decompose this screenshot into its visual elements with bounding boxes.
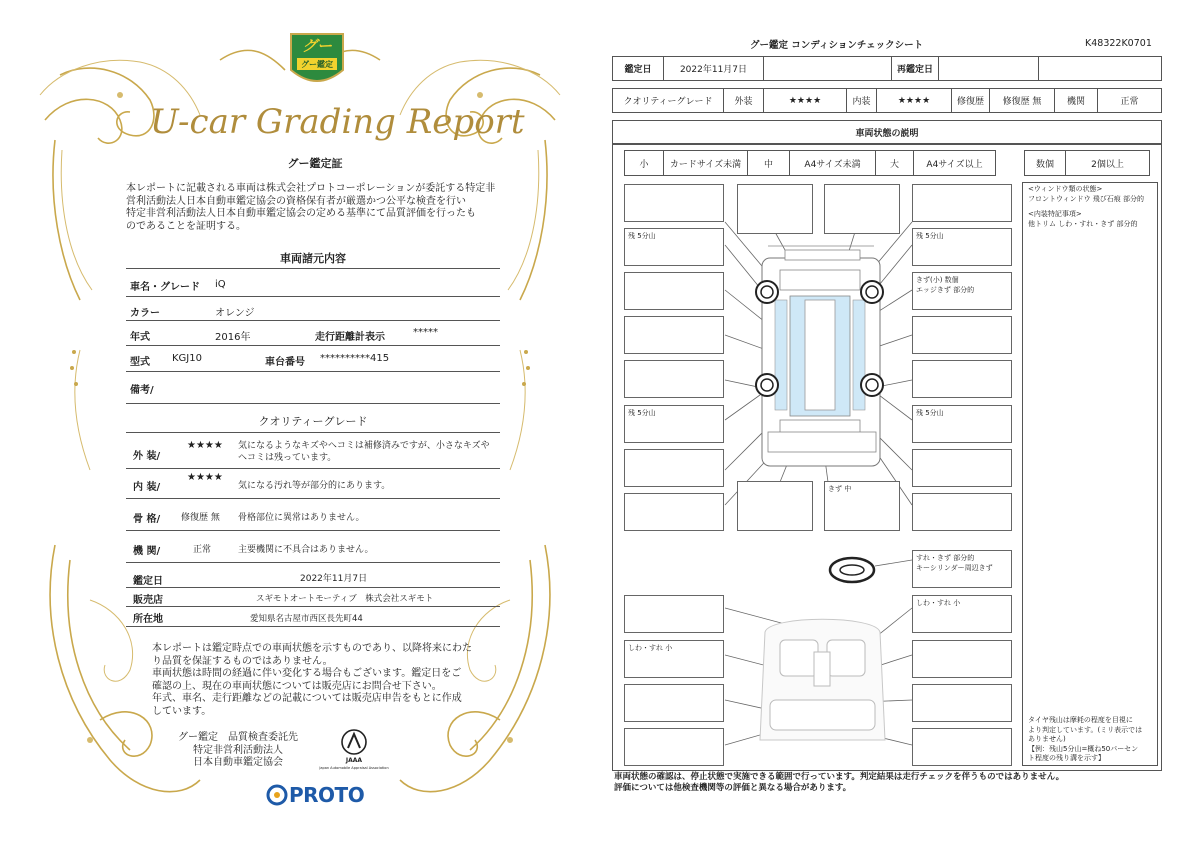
note-box-tire-rear-right: [912, 405, 1012, 443]
jaaa-sub: Japan Automobile Appraisal Association: [319, 766, 389, 770]
note-box: [912, 640, 1012, 678]
divider: [126, 530, 500, 531]
proto-logo-text: PROTO: [289, 783, 365, 807]
divider: [126, 371, 500, 372]
disclaimer-paragraph: [152, 643, 492, 718]
date-value: 2022年11月7日: [300, 574, 368, 584]
size-large-desc: A4サイズ以上: [913, 151, 995, 175]
note-box: [624, 449, 724, 487]
remarks-label: 備考/: [130, 385, 154, 396]
date-value: 2022年11月7日: [663, 57, 763, 80]
color-value: オレンジ: [215, 308, 255, 319]
repair-label: 修復歴: [951, 89, 989, 112]
sheet-footer: [614, 772, 1194, 794]
note-box-steering: [912, 550, 1012, 588]
committee-line: 日本自動車鑑定協会: [193, 757, 283, 768]
intro-line: 特定非営利活動法人日本自動車鑑定協会の定める基準にて品質評価を行ったも: [126, 208, 476, 219]
note-box: [624, 728, 724, 766]
intro-line: 本レポートに記載される車両は株式会社プロトコーポレーションが委託する特定非: [126, 183, 496, 194]
divider: [126, 403, 500, 404]
divider: [126, 587, 500, 588]
interior-label: 内 装/: [133, 482, 161, 493]
footer-line: 評価については他検査機関等の評価と異なる場合があります。: [614, 783, 852, 793]
engine-label: 機 関/: [133, 546, 161, 557]
disclaimer-line: り品質を保証するものではありません。: [152, 655, 333, 667]
chassis-label: 車台番号: [265, 357, 305, 368]
mileage-value: *****: [413, 327, 438, 338]
note-box-tire-front-left: [624, 228, 724, 266]
divider: [126, 626, 500, 627]
size-mid: 中: [747, 151, 789, 175]
note-box: [737, 481, 813, 531]
divider: [126, 498, 500, 499]
note-text: しわ・すれ 小: [916, 599, 961, 607]
note-box: [912, 316, 1012, 354]
model-value: KGJ10: [172, 353, 202, 364]
engine-comment: 主要機関に不具合はありません。: [238, 545, 374, 555]
interior-comment: 気になる汚れ等が部分的にあります。: [238, 481, 391, 491]
divider: [126, 296, 500, 297]
note-box: [737, 184, 813, 234]
note-text: きず 中: [828, 485, 852, 493]
dealer-value: スギモトオートモーティブ 株式会社スギモト: [256, 594, 434, 604]
engine-label: 機関: [1054, 89, 1097, 112]
note-box-rear: [824, 481, 900, 531]
car-name-value: iQ: [215, 279, 226, 290]
note-box: [624, 493, 724, 531]
car-name-label: 車名・グレード: [130, 282, 200, 293]
note-line: より判定しています。(ミリ表示では: [1028, 725, 1143, 734]
note-box: [624, 272, 724, 310]
chassis-value: **********415: [320, 353, 390, 364]
year-value: 2016年: [215, 332, 251, 343]
committee-line: グー鑑定 品質検査委託先: [178, 732, 298, 743]
note-text: エッジきず 部分的: [916, 286, 975, 294]
note-line: ありません): [1028, 735, 1066, 743]
note-box-interior-left: [624, 640, 724, 678]
address-label: 所在地: [133, 614, 163, 625]
note-line: タイヤ残山は摩耗の程度を目視に: [1028, 716, 1133, 724]
note-box: [624, 184, 724, 222]
proto-logo-icon: [266, 784, 288, 806]
note-line: フロントウィンドウ 飛び石痕 部分的: [1028, 194, 1145, 203]
note-box: [624, 595, 724, 633]
divider: [126, 268, 500, 269]
sheet-title: グー鑑定 コンディションチェックシート: [750, 40, 924, 51]
note-box: [912, 493, 1012, 531]
note-text: すれ・きず 部分的: [916, 554, 975, 562]
size-small-desc: カードサイズ未満: [663, 151, 747, 175]
disclaimer-line: 年式、車名、走行距離などの記載については販売店申告をもとに作成: [152, 693, 462, 704]
note-line: <ウィンドウ類の状態>: [1028, 185, 1103, 193]
quality-heading: クオリティーグレード: [258, 415, 368, 428]
date-label: 鑑定日: [133, 576, 163, 587]
year-label: 年式: [130, 332, 150, 343]
exterior-comment: [238, 440, 490, 464]
disclaimer-line: 車両状態は時間の経過に伴い変化する場合もございます。鑑定日をご: [152, 668, 462, 679]
exterior-label: 外 装/: [133, 451, 161, 462]
size-mid-desc: A4サイズ未満: [789, 151, 875, 175]
divider: [126, 432, 500, 433]
jaaa-logo-icon: [340, 728, 368, 756]
note-line: <内装特記事項>: [1028, 210, 1082, 218]
interior-stars: ★★★★: [187, 472, 223, 483]
note-box-front-fender: [912, 272, 1012, 310]
note-box: [624, 316, 724, 354]
spec-heading: 車両諸元内容: [280, 252, 346, 265]
note-box: [912, 728, 1012, 766]
size-large: 大: [875, 151, 913, 175]
exterior-stars: ★★★★: [187, 440, 223, 451]
size-small: 小: [639, 159, 649, 170]
intro-paragraph: [126, 183, 506, 233]
badge-text: グー鑑定: [301, 60, 333, 69]
note-box: [824, 184, 900, 234]
script-title: U-car Grading Report: [150, 102, 525, 142]
divider: [126, 468, 500, 469]
model-label: 型式: [130, 357, 150, 368]
note-box-interior-right: [912, 595, 1012, 633]
note-line: ト程度の残り溝を示す】: [1028, 754, 1105, 762]
exterior-stars: ★★★★: [763, 89, 846, 112]
note-line: 【例：残山5分山=概ね50パーセン: [1028, 744, 1139, 753]
note-box-tire-rear-left: [624, 405, 724, 443]
quality-label: クオリティーグレード: [623, 97, 713, 107]
interior-label: 内装: [846, 89, 876, 112]
condition-check-sheet: [600, 0, 1200, 848]
repair-value: 修復歴 無: [989, 89, 1054, 112]
note-text: 残 5分山: [628, 409, 656, 417]
disclaimer-line: 確認の上、現在の車両状態については販売店にお問合せ下さい。: [152, 680, 442, 692]
committee-block: [178, 732, 298, 770]
note-text: 残 5分山: [916, 232, 944, 240]
exterior-label: 外装: [723, 89, 763, 112]
frame-comment: 骨格部位に異常はありません。: [238, 513, 365, 523]
note-box: [912, 184, 1012, 222]
disclaimer-line: しています。: [152, 705, 212, 717]
interior-stars: ★★★★: [876, 89, 951, 112]
intro-line: 営利活動法人日本自動車鑑定協会の資格保有者が厳選かつ公平な検査を行い: [126, 195, 466, 207]
certificate-subtitle: グー鑑定証: [287, 157, 343, 170]
note-text: きず(小) 数個: [916, 276, 959, 284]
disclaimer-line: 本レポートは鑑定時点での車両状態を示すものであり、以降将来にわた: [152, 643, 472, 654]
note-text: キーシリンダー周辺きず: [916, 564, 993, 572]
note-line: 他トリム しわ・すれ・きず 部分的: [1028, 219, 1138, 228]
comment-line: 気になるようなキズやヘコミは補修済みですが、小さなキズや: [238, 441, 490, 451]
engine-value: 正常: [1097, 89, 1161, 112]
badge-top-text: グー: [301, 37, 332, 55]
note-box: [912, 360, 1012, 398]
color-label: カラー: [130, 308, 160, 319]
note-text: 残 5分山: [916, 409, 944, 417]
condition-heading: 車両状態の説明: [612, 120, 1162, 144]
date-label: 鑑定日: [624, 65, 652, 75]
divider: [126, 345, 500, 346]
redate-label: 再鑑定日: [891, 57, 938, 80]
note-text: しわ・すれ 小: [628, 644, 673, 652]
note-box: [624, 360, 724, 398]
note-box: [912, 449, 1012, 487]
note-text: 残 5分山: [628, 232, 656, 240]
frame-value: 修復歴 無: [181, 513, 220, 523]
footer-line: 車両状態の確認は、停止状態で実施できる範囲で行っています。判定結果は走行チェックを伴うものではありません。: [614, 772, 1065, 782]
note-box-tire-front-right: [912, 228, 1012, 266]
count-desc: 2個以上: [1065, 151, 1149, 175]
note-box: [912, 684, 1012, 722]
count-label: 数個: [1035, 159, 1054, 170]
mileage-label: 走行距離計表示: [315, 332, 385, 343]
comment-line: ヘコミは残っています。: [238, 453, 337, 463]
sheet-code: K48322K0701: [1085, 38, 1152, 49]
frame-label: 骨 格/: [133, 514, 161, 525]
jaaa-text: JAAA: [345, 757, 363, 764]
address-value: 愛知県名古屋市西区長先町44: [250, 614, 363, 624]
dealer-label: 販売店: [133, 595, 163, 606]
engine-value: 正常: [193, 545, 212, 555]
intro-line: のであることを証明する。: [126, 220, 246, 232]
divider: [126, 606, 500, 607]
committee-line: 特定非営利活動法人: [193, 744, 283, 756]
note-box: [624, 684, 724, 722]
divider: [126, 562, 500, 563]
divider: [126, 320, 500, 321]
